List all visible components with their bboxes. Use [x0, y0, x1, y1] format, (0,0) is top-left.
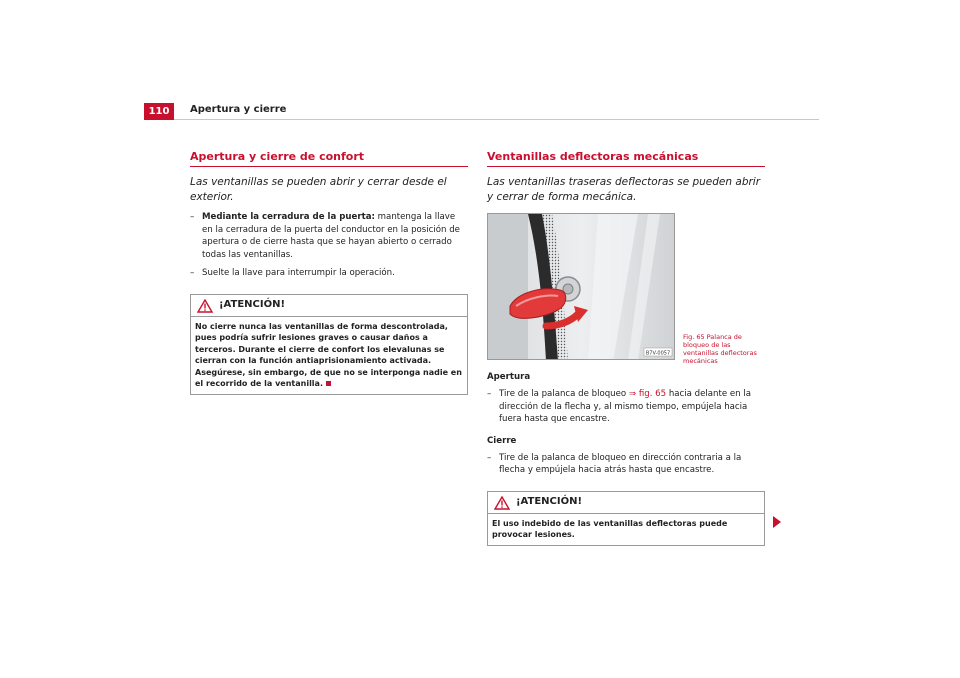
step-door-lock — [190, 211, 468, 261]
warning-text-content: No cierre nunca las ventanillas de forma descontrolada, pues podría sufrir lesiones graves o causar daños a terceros. Durante el cierre de confort los elevalunas se cierran con la función antiaprisionamiento activada. Asegúrese, sin embargo, de que no se interponga nadie en el recorrido de la ventanilla. — [195, 321, 462, 388]
page-number: 110 — [144, 103, 174, 120]
bullet-dash: – — [190, 268, 195, 278]
section-intro-deflectoras: Las ventanillas traseras deflectoras se pueden abrir y cerrar de forma mecánica. — [487, 176, 761, 203]
figure-code: B7V-0057 — [645, 350, 671, 357]
warning-header — [191, 295, 467, 317]
subhead-apertura: Apertura — [487, 372, 531, 382]
warning-triangle-icon — [494, 496, 510, 510]
subhead-cierre: Cierre — [487, 435, 517, 446]
figure-65 — [487, 213, 765, 365]
warning-box-deflectoras — [487, 491, 765, 546]
running-head: Apertura y cierre — [190, 104, 287, 115]
warning-title: ¡ATENCIÓN! — [516, 495, 583, 507]
bullet-dash: – — [190, 212, 195, 222]
lever-illustration-icon — [488, 214, 675, 360]
figure-image — [487, 213, 675, 360]
section-title-deflectoras: Ventanillas deflectoras mecánicas — [487, 150, 765, 167]
section-intro-confort: Las ventanillas se pueden abrir y cerrar desde el exterior. — [190, 176, 447, 203]
right-column — [487, 150, 765, 546]
bullet-dash: – — [487, 452, 492, 463]
warning-text: El uso indebido de las ventanillas deflectoras puede provocar lesiones. — [492, 518, 728, 539]
step-release-key-text: Suelte la llave para interrumpir la operación. — [202, 268, 395, 278]
step-door-lock-label: Mediante la cerradura de la puerta: — [202, 212, 375, 222]
step-cierre — [487, 452, 765, 477]
figure-caption: Fig. 65 Palanca de bloqueo de las ventanillas deflectoras mecánicas — [683, 333, 757, 365]
warning-triangle-icon — [197, 299, 213, 313]
step-door-lock-text: mantenga la llave en la cerradura de la puerta del conductor en la posición de apertura o de cierre hasta que se hayan abierto o cerrado todas las ventanillas. — [202, 212, 460, 260]
step-apertura — [487, 388, 765, 426]
step-apertura-text-b: hacia delante en la dirección de la flecha y, al mismo tiempo, empújela hacia fuera hasta que encastre. — [499, 389, 752, 424]
step-release-key — [190, 267, 468, 280]
warning-header — [488, 492, 764, 514]
page-header — [144, 103, 819, 120]
figure-reference-link[interactable]: ⇒ fig. 65 — [628, 389, 667, 399]
bullet-dash: – — [487, 389, 492, 399]
left-column — [190, 150, 468, 395]
end-of-section-icon — [326, 381, 331, 386]
section-title-confort: Apertura y cierre de confort — [190, 150, 468, 167]
continue-page-arrow-icon[interactable] — [773, 516, 781, 528]
warning-title: ¡ATENCIÓN! — [219, 298, 286, 310]
step-cierre-text: Tire de la palanca de bloqueo en dirección contraria a la flecha y empújela hacia atrás hasta que encastre. — [499, 452, 742, 475]
warning-text — [191, 317, 467, 394]
warning-box-confort — [190, 294, 468, 395]
step-apertura-text-a: Tire de la palanca de bloqueo — [499, 389, 629, 399]
